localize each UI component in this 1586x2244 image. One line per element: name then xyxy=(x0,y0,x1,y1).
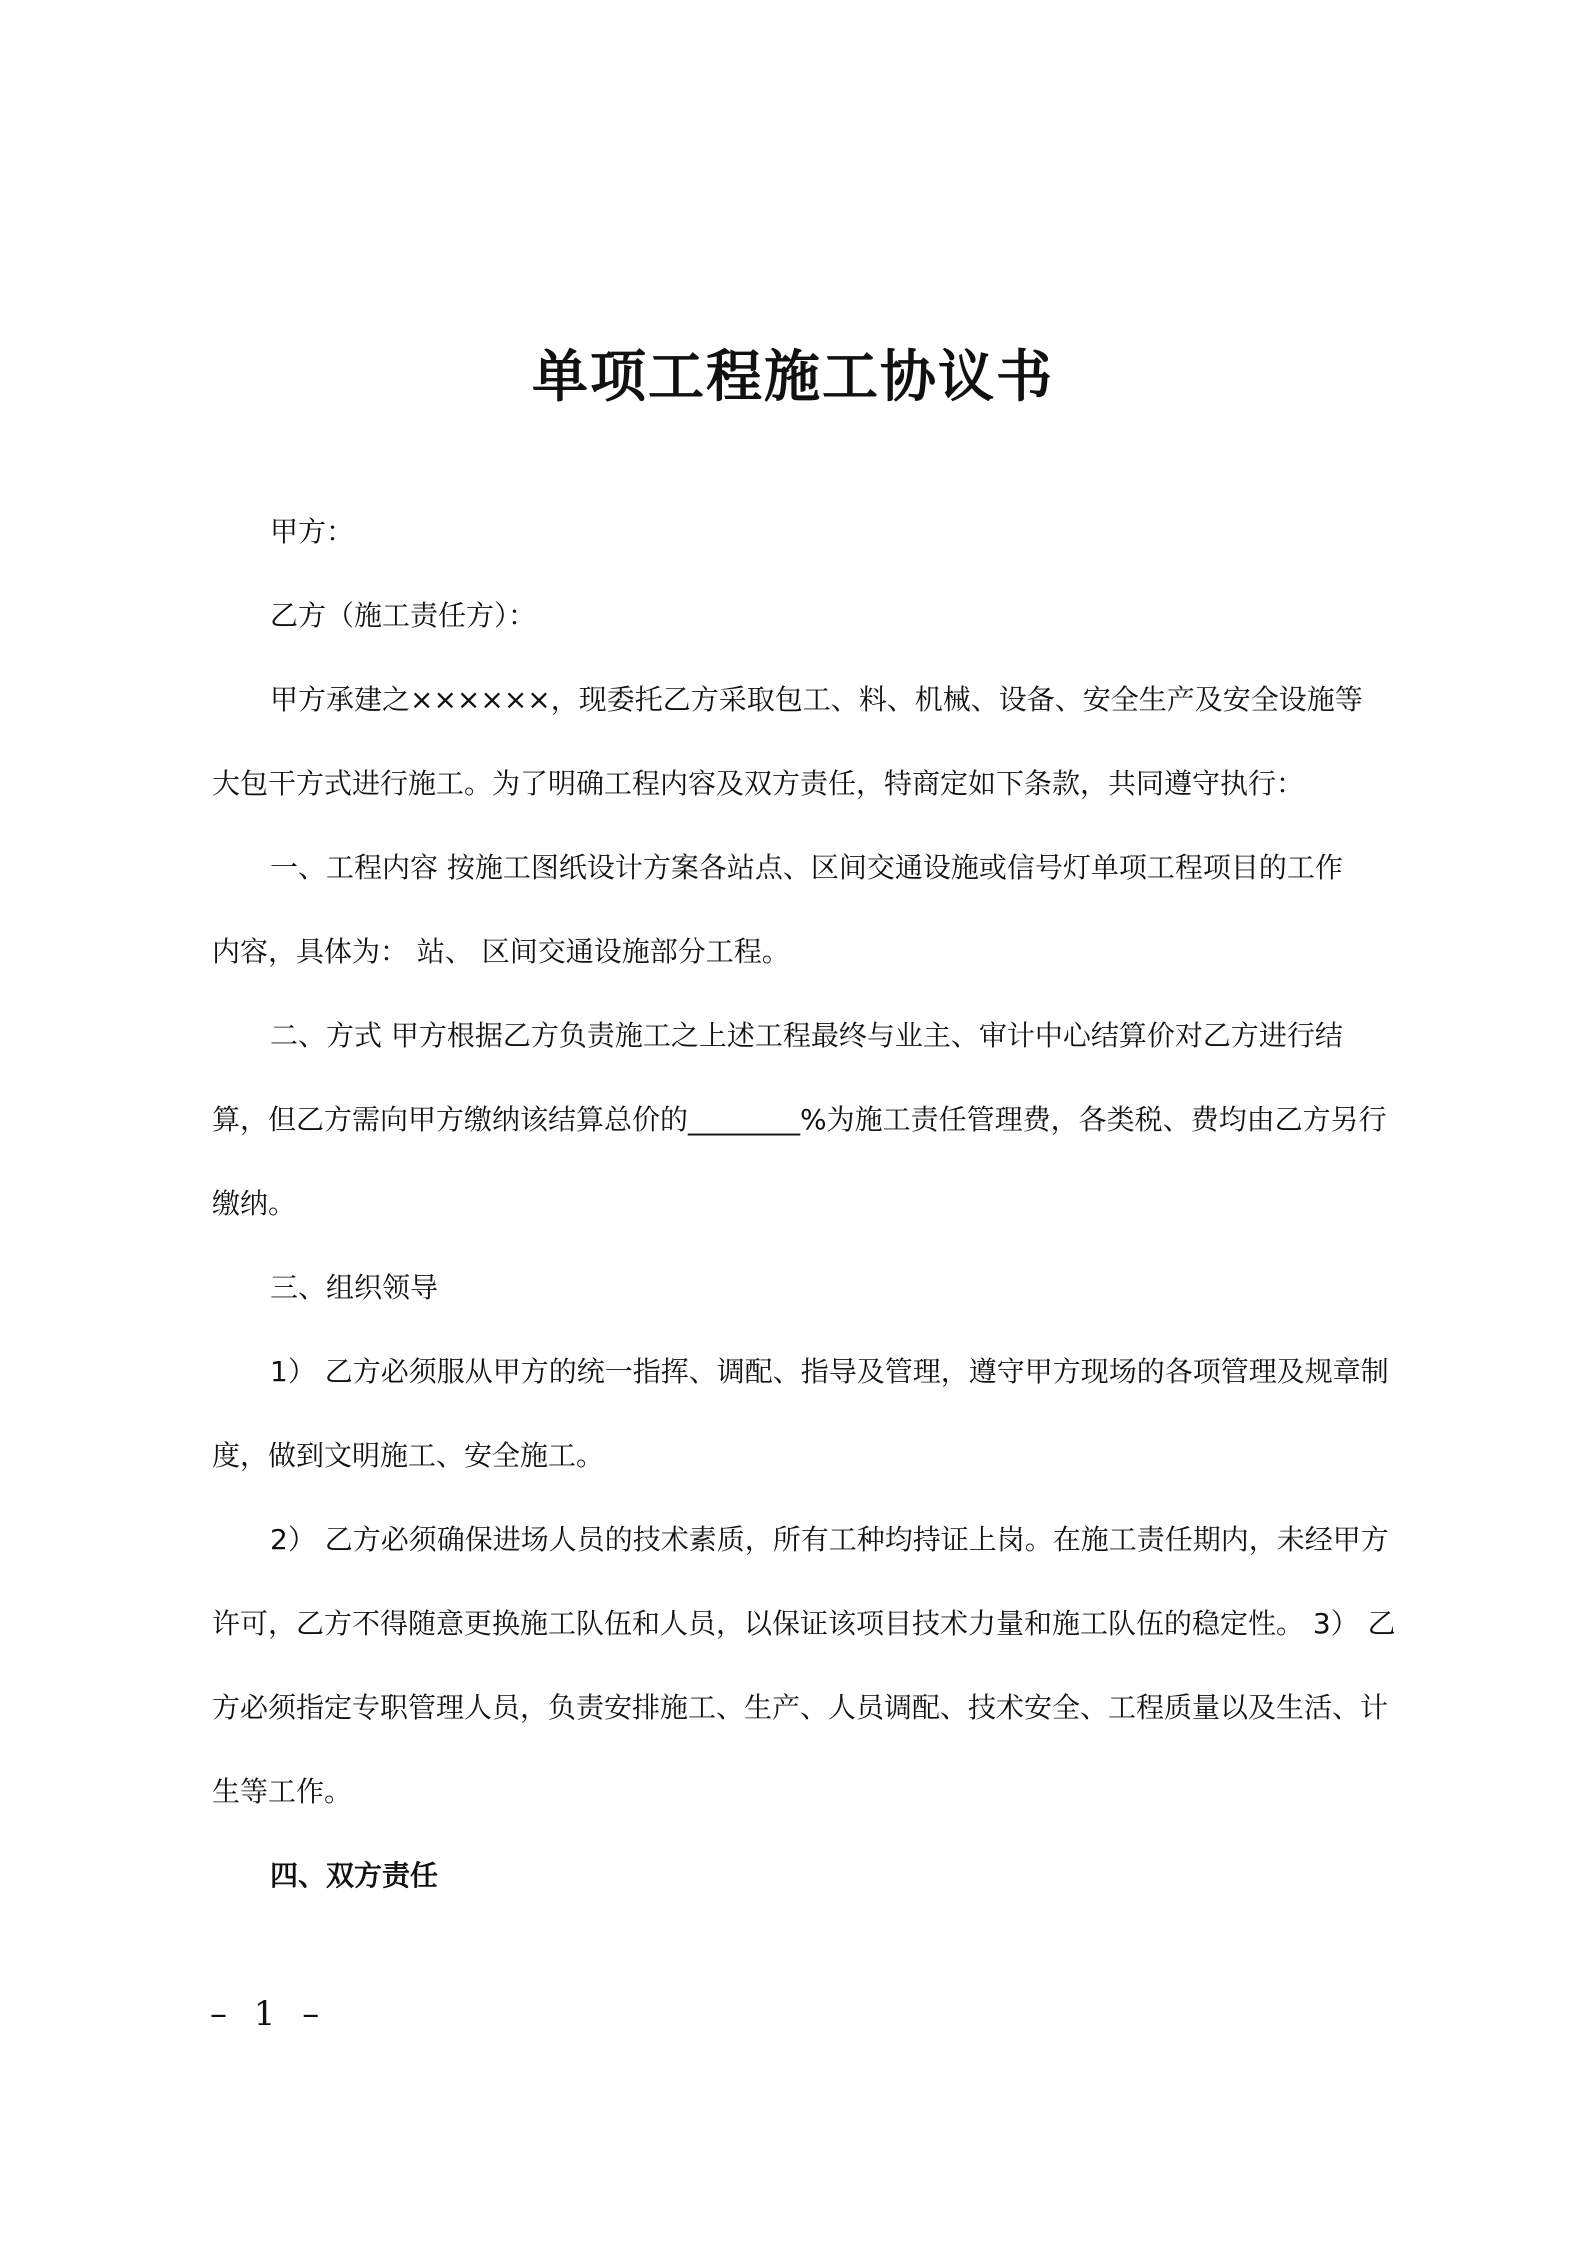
party-a-line: 甲方： xyxy=(270,515,355,548)
section-3-item-3-line-1: 方必须指定专职管理人员，负责安排施工、生产、人员调配、技术安全、工程质量以及生活、计 xyxy=(212,1691,1389,1724)
page-number: – 1 – xyxy=(210,1994,328,2034)
section-3-item-3-line-2: 生等工作。 xyxy=(212,1775,353,1808)
section-3-item-1-line-2: 度，做到文明施工、安全施工。 xyxy=(212,1439,605,1472)
section-3-item-2-line-2: 许可，乙方不得随意更换施工队伍和人员，以保证该项目技术力量和施工队伍的稳定性。 3） 乙 xyxy=(212,1607,1396,1640)
section-3-item-1-line-1: 1） 乙方必须服从甲方的统一指挥、调配、指导及管理，遵守甲方现场的各项管理及规章制 xyxy=(270,1355,1389,1388)
section-4-heading: 四、双方责任 xyxy=(270,1859,439,1892)
section-2-line-1: 二、方式 甲方根据乙方负责施工之上述工程最终与业主、审计中心结算价对乙方进行结 xyxy=(270,1019,1343,1052)
document-title: 单项工程施工协议书 xyxy=(532,345,1054,410)
section-2-line-2: 算，但乙方需向甲方缴纳该结算总价的________%为施工责任管理费，各类税、费均由乙方另行 xyxy=(212,1103,1387,1136)
section-3-heading: 三、组织领导 xyxy=(270,1271,439,1304)
intro-line-2: 大包干方式进行施工。为了明确工程内容及双方责任，特商定如下条款，共同遵守执行： xyxy=(212,767,1305,800)
intro-line-1: 甲方承建之××××××，现委托乙方采取包工、料、机械、设备、安全生产及安全设施等 xyxy=(270,683,1363,716)
section-1-line-1: 一、工程内容 按施工图纸设计方案各站点、区间交通设施或信号灯单项工程项目的工作 xyxy=(270,851,1343,884)
party-b-line: 乙方（施工责任方）： xyxy=(270,599,537,632)
section-3-item-2-line-1: 2） 乙方必须确保进场人员的技术素质，所有工种均持证上岗。在施工责任期内，未经甲方 xyxy=(270,1523,1389,1556)
section-2-line-3: 缴纳。 xyxy=(212,1187,297,1220)
section-1-line-2: 内容，具体为： 站、 区间交通设施部分工程。 xyxy=(212,935,790,968)
